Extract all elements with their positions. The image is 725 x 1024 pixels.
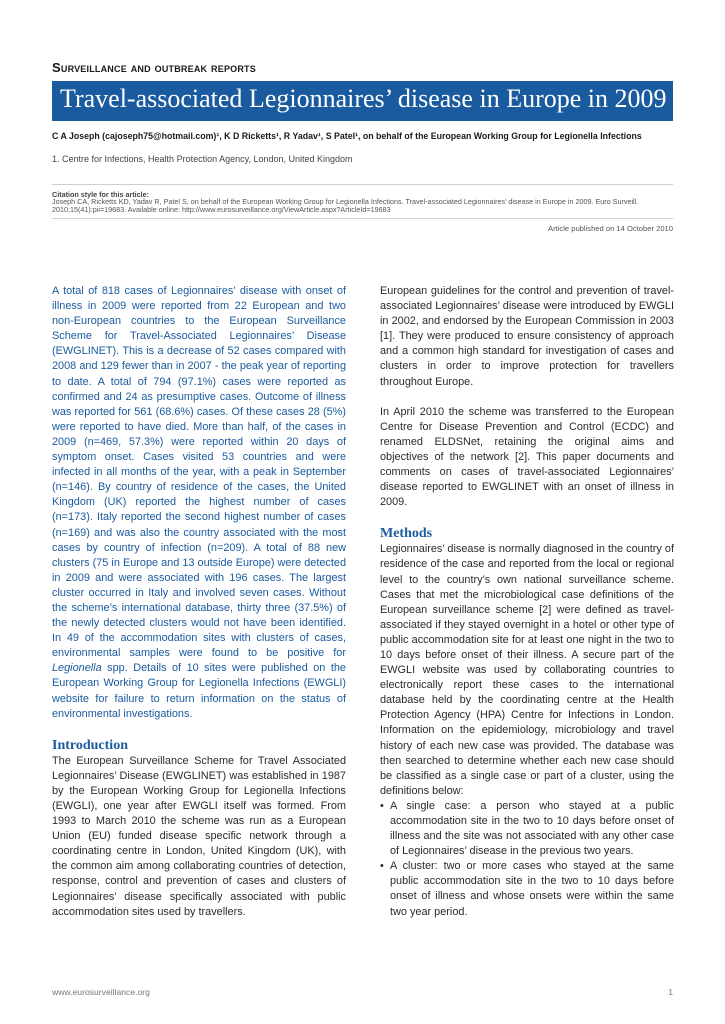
- article-title: Travel-associated Legionnaires’ disease in Europe in 2009: [60, 84, 667, 113]
- abstract-text-1: A total of 818 cases of Legionnaires’ disease with onset of illness in 2009 were reported from 22 European and two non-European countries to the European Surveillance Scheme for Travel-Associated Legionnaires’ Disease (EWGLINET). This is a decrease of 52 cases compared with 2008 and 129 fewer than in 2007 - the peak year of reporting to date. A total of 794 (97.1%) cases were reported as confirmed and 24 as presumptive cases. Outcome of illness was reported for 561 (68.6%) cases. Of these cases 28 (5%) were reported to have died. More than half, of the cases in 2009 (n=469, 57.3%) were reported within 20 days of symptom onset. Cases visited 53 countries and were infected in all months of the year, with a peak in September (n=146). By country of residence of the cases, the United Kingdom (UK) reported the highest number of cases (n=173). Italy reported the second highest number of cases (n=169) and was also the country associated with the most cases by country of infection (n=209). A total of 88 new clusters (75 in Europe and 13 outside Europe) were detected in 2009 and were associated with 196 cases. The largest cluster occurred in Italy and involved seven cases. Without the scheme’s international database, thirty three (37.5%) of the newly detected clusters would not have been identified. In 49 of the accommodation sites with clusters of cases, environmental samples were found to be positive for: [52, 285, 346, 660]
- scheme-transfer-paragraph: In April 2010 the scheme was transferred to the European Centre for Disease Prevention and Control (ECDC) and renamed ELDSNet, retaining the original aims and objectives of the network [2]. This paper documents and comments on cases of travel-associated Legionnaires’ disease reported to EWGLINET with an onset of illness in 2009.: [380, 405, 674, 509]
- citation-text: Joseph CA, Ricketts KD, Yadav R, Patel S, on behalf of the European Working Group for Legionella Infections. Travel-associated Legionnaires’ disease in Europe in 2009. Euro Surveill. 2010;15(41):pii=19683. Available online: http://www.eurosurveillance.org/ViewArticle.aspx?ArticleId=19683: [52, 197, 639, 215]
- footer-site-link[interactable]: www.eurosurveillance.org: [52, 987, 150, 997]
- citation-label: Citation style for this article:: [52, 190, 150, 199]
- abstract-italic: Legionella: [52, 662, 102, 675]
- affiliation: 1. Centre for Infections, Health Protection Agency, London, United Kingdom: [52, 154, 353, 164]
- bullet-icon: •: [380, 799, 384, 812]
- abstract-text-2: spp. Details of 10 sites were published on the European Working Group for Legionella Infections (EWGLI) website for failure to return information on the status of environmental investigations.: [52, 662, 346, 720]
- definition-list: [380, 799, 674, 920]
- publication-date: Article published on 14 October 2010: [548, 224, 673, 233]
- bullet-icon: •: [380, 860, 384, 873]
- introduction-heading: Introduction: [52, 737, 128, 753]
- title-banner: [52, 81, 673, 121]
- author-list: C A Joseph (cajoseph75@hotmail.com)¹, K D Ricketts¹, R Yadav¹, S Patel¹, on behalf of the European Working Group for Legionella Infections: [52, 131, 642, 141]
- abstract: [52, 284, 346, 722]
- right-column: [380, 284, 674, 920]
- section-label: Surveillance and outbreak reports: [52, 60, 256, 75]
- methods-heading: Methods: [380, 526, 433, 542]
- page-number: 1: [668, 987, 673, 997]
- list-item: [380, 859, 674, 919]
- list-item-text: A cluster: two or more cases who stayed at the same public accommodation site in the two to 10 days before onset of illness and whose onsets were within the same two year period.: [390, 860, 674, 918]
- list-item-text: A single case: a person who stayed at a public accommodation site in the two to 10 days before onset of illness and the site was not associated with any other case of Legionnaires’ disease in the previous two years.: [390, 799, 674, 858]
- methods-paragraph: Legionnaires’ disease is normally diagnosed in the country of residence of the case and reported from the local or regional level to the country’s own national surveillance scheme. Cases that met the microbiological case definitions of the European surveillance scheme [2] were defined as travel-associated if they stayed overnight in a hotel or other type of public accommodation site for at least one night in the two to 10 days before onset of their illness. A secure part of the EWGLI website was used by collaborating countries to electronically report these cases to the international database held by the coordinating centre at the Health Protection Agency (HPA) Centre for Infections in London. Information on the epidemiology, microbiology and travel history of each new case was provided. The database was then searched to determine whether each new case should be classified as a single case or part of a cluster, using the definitions below:: [380, 543, 674, 797]
- list-item: [380, 799, 674, 859]
- introduction-paragraph: The European Surveillance Scheme for Travel Associated Legionnaires’ Disease (EWGLINET) was established in 1987 by the European Working Group for Legionella Infections (EWGLI), one year after EWGLI itself was formed. From 1993 to March 2010 the scheme was run as a European Union (EU) funded disease specific network through a coordinating centre in London, United Kingdom (UK), with the common aim among collaborating countries of detection, response, control and prevention of cases and clusters of Legionnaires’ disease specifically associated with public accommodation sites used by travellers.: [52, 754, 346, 918]
- divider-top: [52, 184, 673, 185]
- divider-bottom: [52, 218, 673, 219]
- guidelines-paragraph: European guidelines for the control and prevention of travel-associated Legionnaires’ disease were introduced by EWGLI in 2002, and endorsed by the European Commission in 2003 [1]. They were produced to ensure consistency of approach and a common high standard for investigation of cases and clusters in order to improve protection for travellers throughout Europe.: [380, 285, 674, 388]
- left-column: [52, 284, 346, 920]
